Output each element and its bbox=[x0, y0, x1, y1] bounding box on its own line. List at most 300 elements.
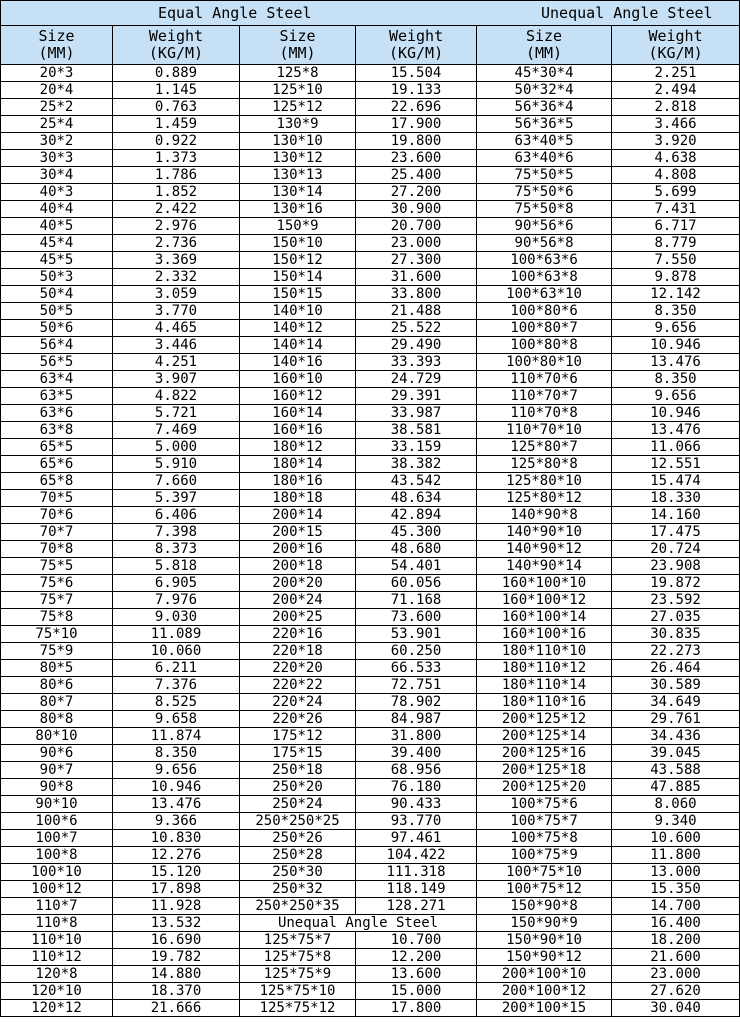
equal-size-cell: 250*28 bbox=[240, 847, 356, 864]
equal-size-cell: 30*4 bbox=[1, 167, 113, 184]
table-row bbox=[1, 456, 740, 473]
equal-size-cell: 130*13 bbox=[240, 167, 356, 184]
table-row bbox=[1, 983, 740, 1000]
table-row bbox=[1, 286, 740, 303]
equal-size-cell: 80*6 bbox=[1, 677, 113, 694]
equal-weight-cell: 90.433 bbox=[356, 796, 477, 813]
equal-weight-cell: 15.120 bbox=[113, 864, 240, 881]
unequal-size-cell: 140*90*10 bbox=[477, 524, 612, 541]
equal-weight-cell: 68.956 bbox=[356, 762, 477, 779]
unequal-size-cell: 100*75*8 bbox=[477, 830, 612, 847]
unequal-size-cell: 110*70*7 bbox=[477, 388, 612, 405]
unequal-size-cell: 200*125*18 bbox=[477, 762, 612, 779]
table-row bbox=[1, 184, 740, 201]
unequal-weight-cell: 18.200 bbox=[612, 932, 740, 949]
equal-size-cell: 150*12 bbox=[240, 252, 356, 269]
unequal-size-cell: 100*63*6 bbox=[477, 252, 612, 269]
table-row bbox=[1, 728, 740, 745]
equal-size-cell: 40*3 bbox=[1, 184, 113, 201]
table-row bbox=[1, 235, 740, 252]
equal-size-cell: 110*10 bbox=[1, 932, 113, 949]
equal-size-cell: 63*6 bbox=[1, 405, 113, 422]
unequal-size-cell: 180*110*12 bbox=[477, 660, 612, 677]
equal-weight-cell: 3.369 bbox=[113, 252, 240, 269]
equal-weight-cell: 1.373 bbox=[113, 150, 240, 167]
equal-weight-cell: 19.782 bbox=[113, 949, 240, 966]
equal-weight-cell: 66.533 bbox=[356, 660, 477, 677]
equal-size-cell: 50*5 bbox=[1, 303, 113, 320]
equal-weight-cell: 0.922 bbox=[113, 133, 240, 150]
equal-weight-cell: 27.200 bbox=[356, 184, 477, 201]
unequal-size-cell: 56*36*5 bbox=[477, 116, 612, 133]
equal-weight-cell: 1.852 bbox=[113, 184, 240, 201]
table-row bbox=[1, 677, 740, 694]
equal-size-cell: 200*15 bbox=[240, 524, 356, 541]
equal-size-cell: 250*30 bbox=[240, 864, 356, 881]
equal-size-cell: 200*25 bbox=[240, 609, 356, 626]
unequal-weight-cell: 10.600 bbox=[612, 830, 740, 847]
equal-size-cell: 250*18 bbox=[240, 762, 356, 779]
equal-size-cell: 140*10 bbox=[240, 303, 356, 320]
equal-weight-cell: 45.300 bbox=[356, 524, 477, 541]
unequal-size-cell: 45*30*4 bbox=[477, 65, 612, 82]
equal-size-cell: 25*4 bbox=[1, 116, 113, 133]
equal-weight-cell: 12.200 bbox=[356, 949, 477, 966]
unequal-weight-cell: 13.476 bbox=[612, 354, 740, 371]
table-row bbox=[1, 65, 740, 82]
unequal-size-cell: 160*100*14 bbox=[477, 609, 612, 626]
unequal-angle-subtitle: Unequal Angle Steel bbox=[240, 915, 477, 932]
equal-weight-cell: 9.658 bbox=[113, 711, 240, 728]
table-row bbox=[1, 116, 740, 133]
equal-size-cell: 75*6 bbox=[1, 575, 113, 592]
equal-weight-cell: 16.690 bbox=[113, 932, 240, 949]
equal-weight-cell: 7.398 bbox=[113, 524, 240, 541]
equal-weight-cell: 1.145 bbox=[113, 82, 240, 99]
equal-weight-cell: 30.900 bbox=[356, 201, 477, 218]
unequal-size-cell: 180*110*16 bbox=[477, 694, 612, 711]
unequal-size-cell: 110*70*8 bbox=[477, 405, 612, 422]
equal-size-cell: 200*24 bbox=[240, 592, 356, 609]
unequal-size-cell: 75*50*6 bbox=[477, 184, 612, 201]
unequal-size-cell: 200*100*12 bbox=[477, 983, 612, 1000]
equal-size-cell: 80*5 bbox=[1, 660, 113, 677]
table-row bbox=[1, 541, 740, 558]
equal-size-cell: 50*4 bbox=[1, 286, 113, 303]
unequal-weight-cell: 8.350 bbox=[612, 371, 740, 388]
equal-size-cell: 65*5 bbox=[1, 439, 113, 456]
equal-weight-cell: 33.159 bbox=[356, 439, 477, 456]
unequal-size-cell: 100*75*6 bbox=[477, 796, 612, 813]
table-row bbox=[1, 218, 740, 235]
table-row bbox=[1, 643, 740, 660]
table-row bbox=[1, 779, 740, 796]
equal-size-cell: 250*250*35 bbox=[240, 898, 356, 915]
table-row bbox=[1, 745, 740, 762]
equal-weight-cell: 27.300 bbox=[356, 252, 477, 269]
unequal-size-cell: 100*75*7 bbox=[477, 813, 612, 830]
table-row bbox=[1, 82, 740, 99]
unequal-weight-cell: 8.350 bbox=[612, 303, 740, 320]
equal-size-cell: 40*5 bbox=[1, 218, 113, 235]
unequal-size-cell: 140*90*8 bbox=[477, 507, 612, 524]
table-row bbox=[1, 337, 740, 354]
equal-size-cell: 220*18 bbox=[240, 643, 356, 660]
equal-weight-cell: 22.696 bbox=[356, 99, 477, 116]
equal-weight-cell: 13.600 bbox=[356, 966, 477, 983]
unequal-size-cell: 150*90*8 bbox=[477, 898, 612, 915]
equal-size-cell: 45*5 bbox=[1, 252, 113, 269]
equal-weight-cell: 48.680 bbox=[356, 541, 477, 558]
table-row bbox=[1, 966, 740, 983]
unequal-weight-cell: 11.066 bbox=[612, 439, 740, 456]
equal-weight-cell: 39.400 bbox=[356, 745, 477, 762]
table-row bbox=[1, 167, 740, 184]
unequal-weight-cell: 7.431 bbox=[612, 201, 740, 218]
table-row bbox=[1, 575, 740, 592]
equal-weight-cell: 29.490 bbox=[356, 337, 477, 354]
equal-weight-cell: 12.276 bbox=[113, 847, 240, 864]
header-row bbox=[1, 26, 740, 65]
table-row bbox=[1, 524, 740, 541]
unequal-size-cell: 200*100*10 bbox=[477, 966, 612, 983]
equal-size-cell: 150*10 bbox=[240, 235, 356, 252]
unequal-size-cell: 100*80*7 bbox=[477, 320, 612, 337]
table-row bbox=[1, 592, 740, 609]
unequal-weight-cell: 2.494 bbox=[612, 82, 740, 99]
equal-weight-cell: 76.180 bbox=[356, 779, 477, 796]
unequal-weight-cell: 8.779 bbox=[612, 235, 740, 252]
table-row bbox=[1, 796, 740, 813]
unequal-weight-cell: 26.464 bbox=[612, 660, 740, 677]
equal-size-cell: 180*18 bbox=[240, 490, 356, 507]
unequal-weight-cell: 3.466 bbox=[612, 116, 740, 133]
equal-weight-cell: 13.476 bbox=[113, 796, 240, 813]
equal-weight-cell: 71.168 bbox=[356, 592, 477, 609]
equal-size-cell: 70*5 bbox=[1, 490, 113, 507]
unequal-size-cell: 100*80*6 bbox=[477, 303, 612, 320]
equal-size-cell: 45*4 bbox=[1, 235, 113, 252]
equal-size-cell: 125*75*10 bbox=[240, 983, 356, 1000]
equal-size-cell: 100*8 bbox=[1, 847, 113, 864]
equal-weight-cell: 9.656 bbox=[113, 762, 240, 779]
equal-size-cell: 65*8 bbox=[1, 473, 113, 490]
unequal-size-cell: 100*75*10 bbox=[477, 864, 612, 881]
unequal-weight-cell: 7.550 bbox=[612, 252, 740, 269]
unequal-weight-cell: 43.588 bbox=[612, 762, 740, 779]
equal-size-cell: 250*20 bbox=[240, 779, 356, 796]
unequal-weight-cell: 10.946 bbox=[612, 405, 740, 422]
equal-weight-cell: 33.393 bbox=[356, 354, 477, 371]
unequal-weight-cell: 14.700 bbox=[612, 898, 740, 915]
table-row bbox=[1, 201, 740, 218]
unequal-weight-cell: 22.273 bbox=[612, 643, 740, 660]
unequal-size-cell: 63*40*6 bbox=[477, 150, 612, 167]
equal-weight-cell: 2.976 bbox=[113, 218, 240, 235]
equal-weight-cell: 5.818 bbox=[113, 558, 240, 575]
equal-size-cell: 75*7 bbox=[1, 592, 113, 609]
equal-weight-cell: 10.946 bbox=[113, 779, 240, 796]
equal-size-cell: 130*9 bbox=[240, 116, 356, 133]
equal-size-cell: 250*24 bbox=[240, 796, 356, 813]
unequal-weight-cell: 9.340 bbox=[612, 813, 740, 830]
equal-size-cell: 220*26 bbox=[240, 711, 356, 728]
equal-weight-cell: 9.030 bbox=[113, 609, 240, 626]
equal-weight-cell: 19.133 bbox=[356, 82, 477, 99]
equal-weight-cell: 33.987 bbox=[356, 405, 477, 422]
unequal-weight-cell: 30.589 bbox=[612, 677, 740, 694]
equal-weight-cell: 2.332 bbox=[113, 269, 240, 286]
equal-weight-cell: 4.251 bbox=[113, 354, 240, 371]
equal-weight-cell: 78.902 bbox=[356, 694, 477, 711]
equal-size-cell: 90*6 bbox=[1, 745, 113, 762]
equal-size-cell: 110*7 bbox=[1, 898, 113, 915]
equal-weight-cell: 13.532 bbox=[113, 915, 240, 932]
equal-weight-cell: 14.880 bbox=[113, 966, 240, 983]
equal-size-cell: 150*9 bbox=[240, 218, 356, 235]
unequal-size-cell: 100*80*10 bbox=[477, 354, 612, 371]
equal-size-cell: 180*12 bbox=[240, 439, 356, 456]
table-row bbox=[1, 847, 740, 864]
unequal-weight-cell: 5.699 bbox=[612, 184, 740, 201]
equal-weight-cell: 8.373 bbox=[113, 541, 240, 558]
size-header: Size (MM) bbox=[477, 26, 612, 65]
table-row bbox=[1, 932, 740, 949]
equal-weight-cell: 53.901 bbox=[356, 626, 477, 643]
equal-weight-cell: 84.987 bbox=[356, 711, 477, 728]
unequal-weight-cell: 13.476 bbox=[612, 422, 740, 439]
equal-size-cell: 110*8 bbox=[1, 915, 113, 932]
unequal-weight-cell: 34.436 bbox=[612, 728, 740, 745]
unequal-size-cell: 150*90*12 bbox=[477, 949, 612, 966]
equal-size-cell: 125*75*9 bbox=[240, 966, 356, 983]
equal-size-cell: 75*10 bbox=[1, 626, 113, 643]
equal-weight-cell: 97.461 bbox=[356, 830, 477, 847]
equal-weight-cell: 23.600 bbox=[356, 150, 477, 167]
equal-size-cell: 140*16 bbox=[240, 354, 356, 371]
equal-size-cell: 120*12 bbox=[1, 1000, 113, 1017]
unequal-size-cell: 200*125*14 bbox=[477, 728, 612, 745]
equal-weight-cell: 4.822 bbox=[113, 388, 240, 405]
equal-size-cell: 160*10 bbox=[240, 371, 356, 388]
equal-size-cell: 56*4 bbox=[1, 337, 113, 354]
equal-weight-cell: 60.250 bbox=[356, 643, 477, 660]
equal-weight-cell: 4.465 bbox=[113, 320, 240, 337]
equal-size-cell: 120*8 bbox=[1, 966, 113, 983]
equal-weight-cell: 111.318 bbox=[356, 864, 477, 881]
unequal-weight-cell: 12.142 bbox=[612, 286, 740, 303]
unequal-weight-cell: 18.330 bbox=[612, 490, 740, 507]
equal-weight-cell: 2.736 bbox=[113, 235, 240, 252]
equal-size-cell: 63*5 bbox=[1, 388, 113, 405]
equal-weight-cell: 38.581 bbox=[356, 422, 477, 439]
equal-weight-cell: 5.721 bbox=[113, 405, 240, 422]
unequal-weight-cell: 39.045 bbox=[612, 745, 740, 762]
equal-size-cell: 125*10 bbox=[240, 82, 356, 99]
equal-size-cell: 20*3 bbox=[1, 65, 113, 82]
equal-size-cell: 140*14 bbox=[240, 337, 356, 354]
table-row bbox=[1, 252, 740, 269]
equal-size-cell: 75*5 bbox=[1, 558, 113, 575]
equal-size-cell: 63*8 bbox=[1, 422, 113, 439]
table-row bbox=[1, 320, 740, 337]
equal-weight-cell: 29.391 bbox=[356, 388, 477, 405]
unequal-weight-cell: 9.878 bbox=[612, 269, 740, 286]
equal-size-cell: 100*7 bbox=[1, 830, 113, 847]
table-row bbox=[1, 694, 740, 711]
equal-weight-cell: 25.522 bbox=[356, 320, 477, 337]
table-row bbox=[1, 898, 740, 915]
equal-weight-cell: 48.634 bbox=[356, 490, 477, 507]
unequal-size-cell: 125*80*10 bbox=[477, 473, 612, 490]
equal-size-cell: 125*75*8 bbox=[240, 949, 356, 966]
equal-size-cell: 90*7 bbox=[1, 762, 113, 779]
equal-weight-cell: 17.900 bbox=[356, 116, 477, 133]
unequal-size-cell: 125*80*8 bbox=[477, 456, 612, 473]
equal-weight-cell: 0.763 bbox=[113, 99, 240, 116]
table-row bbox=[1, 133, 740, 150]
unequal-size-cell: 150*90*10 bbox=[477, 932, 612, 949]
unequal-size-cell: 75*50*8 bbox=[477, 201, 612, 218]
table-row bbox=[1, 388, 740, 405]
equal-weight-cell: 54.401 bbox=[356, 558, 477, 575]
unequal-size-cell: 110*70*6 bbox=[477, 371, 612, 388]
unequal-size-cell: 140*90*14 bbox=[477, 558, 612, 575]
unequal-weight-cell: 9.656 bbox=[612, 320, 740, 337]
equal-size-cell: 160*12 bbox=[240, 388, 356, 405]
unequal-weight-cell: 6.717 bbox=[612, 218, 740, 235]
equal-size-cell: 175*15 bbox=[240, 745, 356, 762]
table-row bbox=[1, 830, 740, 847]
equal-size-cell: 130*16 bbox=[240, 201, 356, 218]
unequal-size-cell: 150*90*9 bbox=[477, 915, 612, 932]
title-row bbox=[1, 1, 740, 26]
equal-weight-cell: 7.376 bbox=[113, 677, 240, 694]
unequal-size-cell: 125*80*7 bbox=[477, 439, 612, 456]
equal-size-cell: 250*250*25 bbox=[240, 813, 356, 830]
unequal-angle-title: Unequal Angle Steel bbox=[477, 1, 740, 26]
unequal-size-cell: 50*32*4 bbox=[477, 82, 612, 99]
equal-size-cell: 110*12 bbox=[1, 949, 113, 966]
table-row bbox=[1, 507, 740, 524]
table-row bbox=[1, 949, 740, 966]
unequal-size-cell: 100*80*8 bbox=[477, 337, 612, 354]
equal-weight-cell: 25.400 bbox=[356, 167, 477, 184]
table-row bbox=[1, 660, 740, 677]
table-row bbox=[1, 864, 740, 881]
unequal-weight-cell: 9.656 bbox=[612, 388, 740, 405]
equal-weight-cell: 3.907 bbox=[113, 371, 240, 388]
unequal-weight-cell: 23.592 bbox=[612, 592, 740, 609]
equal-size-cell: 80*7 bbox=[1, 694, 113, 711]
equal-weight-cell: 5.000 bbox=[113, 439, 240, 456]
unequal-weight-cell: 27.620 bbox=[612, 983, 740, 1000]
unequal-size-cell: 125*80*12 bbox=[477, 490, 612, 507]
unequal-weight-cell: 17.475 bbox=[612, 524, 740, 541]
table-row bbox=[1, 99, 740, 116]
weight-header: Weight (KG/M) bbox=[356, 26, 477, 65]
equal-weight-cell: 17.800 bbox=[356, 1000, 477, 1017]
unequal-weight-cell: 20.724 bbox=[612, 541, 740, 558]
equal-weight-cell: 60.056 bbox=[356, 575, 477, 592]
equal-size-cell: 30*2 bbox=[1, 133, 113, 150]
unequal-weight-cell: 47.885 bbox=[612, 779, 740, 796]
equal-weight-cell: 0.889 bbox=[113, 65, 240, 82]
equal-size-cell: 100*10 bbox=[1, 864, 113, 881]
table-row bbox=[1, 626, 740, 643]
unequal-size-cell: 180*110*10 bbox=[477, 643, 612, 660]
equal-size-cell: 125*75*12 bbox=[240, 1000, 356, 1017]
equal-size-cell: 100*12 bbox=[1, 881, 113, 898]
equal-size-cell: 180*16 bbox=[240, 473, 356, 490]
unequal-size-cell: 160*100*10 bbox=[477, 575, 612, 592]
equal-size-cell: 50*3 bbox=[1, 269, 113, 286]
equal-weight-cell: 24.729 bbox=[356, 371, 477, 388]
equal-weight-cell: 1.459 bbox=[113, 116, 240, 133]
equal-weight-cell: 8.525 bbox=[113, 694, 240, 711]
equal-size-cell: 125*12 bbox=[240, 99, 356, 116]
table-body bbox=[1, 65, 740, 1017]
equal-weight-cell: 31.600 bbox=[356, 269, 477, 286]
equal-weight-cell: 43.542 bbox=[356, 473, 477, 490]
equal-size-cell: 130*14 bbox=[240, 184, 356, 201]
equal-size-cell: 90*10 bbox=[1, 796, 113, 813]
table-row bbox=[1, 558, 740, 575]
weight-header: Weight (KG/M) bbox=[612, 26, 740, 65]
equal-size-cell: 120*10 bbox=[1, 983, 113, 1000]
unequal-weight-cell: 13.000 bbox=[612, 864, 740, 881]
unequal-weight-cell: 30.040 bbox=[612, 1000, 740, 1017]
equal-size-cell: 130*10 bbox=[240, 133, 356, 150]
equal-weight-cell: 18.370 bbox=[113, 983, 240, 1000]
unequal-weight-cell: 21.600 bbox=[612, 949, 740, 966]
equal-size-cell: 200*14 bbox=[240, 507, 356, 524]
unequal-weight-cell: 10.946 bbox=[612, 337, 740, 354]
equal-size-cell: 220*22 bbox=[240, 677, 356, 694]
equal-size-cell: 80*8 bbox=[1, 711, 113, 728]
equal-size-cell: 50*6 bbox=[1, 320, 113, 337]
unequal-size-cell: 110*70*10 bbox=[477, 422, 612, 439]
table-row bbox=[1, 711, 740, 728]
table-row bbox=[1, 915, 740, 932]
equal-angle-title: Equal Angle Steel bbox=[1, 1, 356, 26]
equal-weight-cell: 10.060 bbox=[113, 643, 240, 660]
equal-weight-cell: 3.770 bbox=[113, 303, 240, 320]
table-row bbox=[1, 150, 740, 167]
equal-weight-cell: 73.600 bbox=[356, 609, 477, 626]
unequal-weight-cell: 16.400 bbox=[612, 915, 740, 932]
table-row bbox=[1, 609, 740, 626]
unequal-size-cell: 100*75*12 bbox=[477, 881, 612, 898]
equal-size-cell: 175*12 bbox=[240, 728, 356, 745]
unequal-weight-cell: 3.920 bbox=[612, 133, 740, 150]
equal-size-cell: 200*16 bbox=[240, 541, 356, 558]
unequal-weight-cell: 30.835 bbox=[612, 626, 740, 643]
table-row bbox=[1, 422, 740, 439]
equal-weight-cell: 3.059 bbox=[113, 286, 240, 303]
table-row bbox=[1, 490, 740, 507]
equal-size-cell: 100*6 bbox=[1, 813, 113, 830]
unequal-size-cell: 160*100*12 bbox=[477, 592, 612, 609]
equal-size-cell: 200*18 bbox=[240, 558, 356, 575]
equal-weight-cell: 93.770 bbox=[356, 813, 477, 830]
table-row bbox=[1, 439, 740, 456]
table-row bbox=[1, 303, 740, 320]
equal-size-cell: 25*2 bbox=[1, 99, 113, 116]
equal-size-cell: 220*20 bbox=[240, 660, 356, 677]
equal-weight-cell: 2.422 bbox=[113, 201, 240, 218]
table-row bbox=[1, 354, 740, 371]
